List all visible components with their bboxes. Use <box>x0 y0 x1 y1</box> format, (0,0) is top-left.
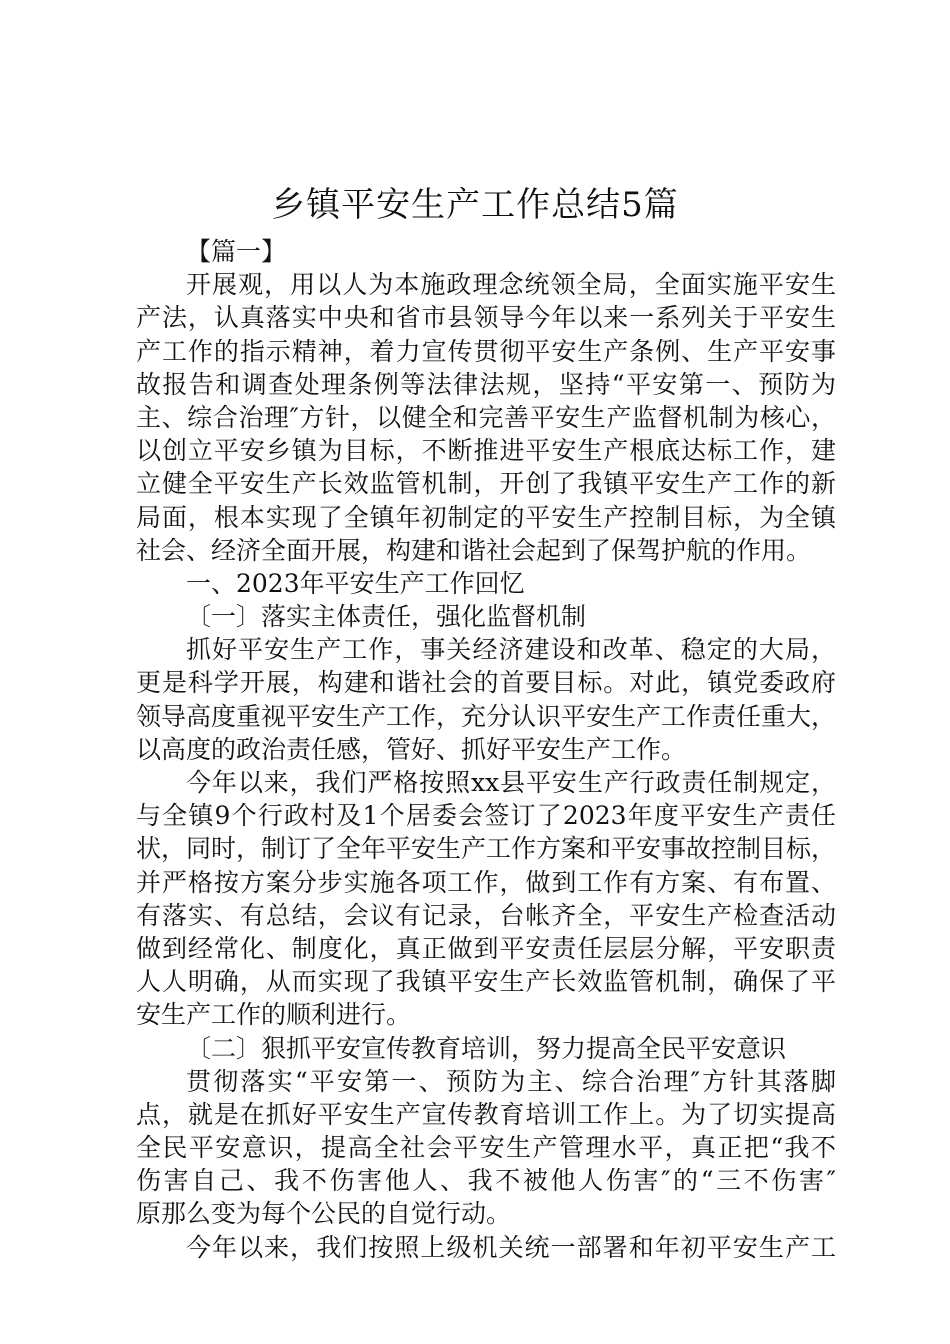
text-line: 点，就是在抓好平安生产宣传教育培训工作上。为了切实提高 <box>136 1099 836 1129</box>
text-line: 以创立平安乡镇为目标，不断推进平安生产根底达标工作，建 <box>136 436 836 466</box>
text-line: 安生产工作的顺利进行。 <box>136 1000 412 1030</box>
text-line: 今年以来，我们严格按照xx县平安生产行政责任制规定， <box>186 768 836 797</box>
text-line: 局面，根本实现了全镇年初制定的平安生产控制目标，为全镇 <box>136 502 836 532</box>
text-line: 立健全平安生产长效监管机制，开创了我镇平安生产工作的新 <box>136 469 836 499</box>
text-line: 【篇一】 <box>186 237 287 266</box>
text-line: 并严格按方案分步实施各项工作，做到工作有方案、有布置、 <box>136 867 836 897</box>
document-body <box>136 235 836 1264</box>
text-line: 社会、经济全面开展，构建和谐社会起到了保驾护航的作用。 <box>136 535 812 565</box>
text-line: 领导高度重视平安生产工作，充分认识平安生产工作责任重大， <box>136 701 837 731</box>
text-line: 人人明确，从而实现了我镇平安生产长效监管机制，确保了平 <box>136 967 836 997</box>
text-line: 今年以来，我们按照上级机关统一部署和年初平安生产工 <box>186 1232 836 1262</box>
text-line: 伤害自己、我不伤害他人、我不被他人伤害″的“三不伤害″ <box>136 1166 836 1196</box>
text-line: 与全镇9个行政村及1个居委会签订了2023年度平安生产责任 <box>136 801 836 831</box>
text-line: 产工作的指示精神，着力宣传贯彻平安生产条例、生产平安事 <box>136 336 836 366</box>
text-line: 一、2023年平安生产工作回忆 <box>186 568 525 598</box>
text-line: 开展观，用以人为本施政理念统领全局，全面实施平安生 <box>186 270 836 300</box>
document-title: 乡镇平安生产工作总结5篇 <box>271 185 679 225</box>
text-line: 主、综合治理″方针，以健全和完善平安生产监督机制为核心， <box>136 402 836 432</box>
text-line: 更是科学开展，构建和谐社会的首要目标。对此，镇党委政府 <box>136 668 836 698</box>
text-line: 抓好平安生产工作，事关经济建设和改革、稳定的大局， <box>186 635 836 665</box>
text-line: 原那么变为每个公民的自觉行动。 <box>136 1199 512 1229</box>
text-line: 有落实、有总结，会议有记录，台帐齐全，平安生产检查活动 <box>136 900 836 930</box>
text-line: 状，同时，制订了全年平安生产工作方案和平安事故控制目标， <box>136 834 837 864</box>
text-line: 〔一〕落实主体责任，强化监督机制 <box>186 602 587 632</box>
text-line: 产法，认真落实中央和省市县领导今年以来一系列关于平安生 <box>136 303 836 333</box>
text-line: 以高度的政治责任感，管好、抓好平安生产工作。 <box>136 734 687 764</box>
text-line: 全民平安意识，提高全社会平安生产管理水平，真正把“我不 <box>136 1133 836 1163</box>
text-line: 〔二〕狠抓平安宣传教育培训，努力提高全民平安意识 <box>186 1033 787 1063</box>
text-line: 做到经常化、制度化，真正做到平安责任层层分解，平安职责 <box>136 933 836 963</box>
text-line: 贯彻落实“平安第一、预防为主、综合治理″方针其落脚 <box>186 1066 836 1096</box>
text-line: 故报告和调查处理条例等法律法规，坚持“平安第一、预防为 <box>136 369 836 399</box>
